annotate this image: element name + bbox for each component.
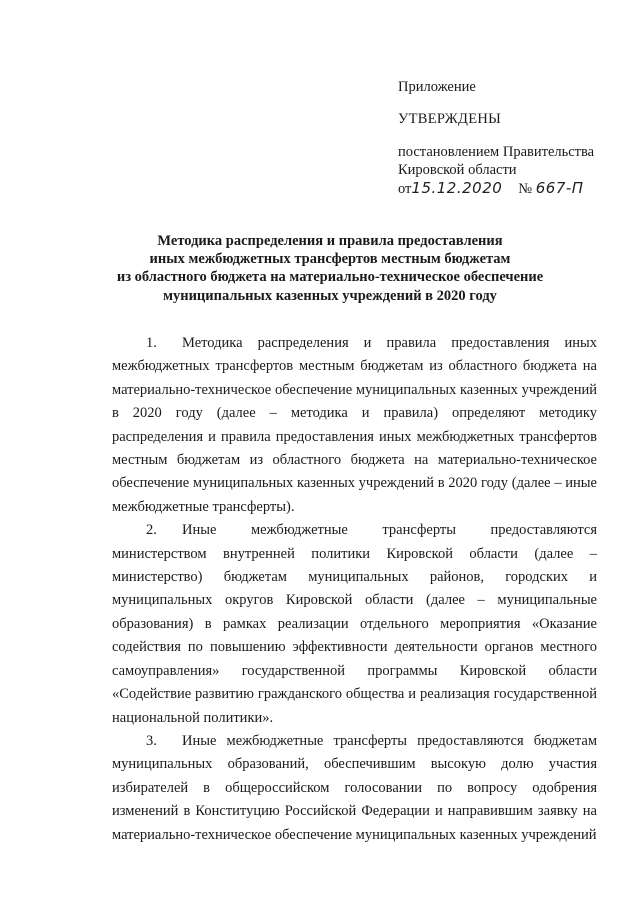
title-line-3: из областного бюджета на материально-техническое обеспечение [116,269,544,286]
annex-label: Приложение [398,79,476,95]
paragraph-1 [112,332,597,519]
document-title [100,232,560,305]
title-line-2: иных межбюджетных трансфертов местным бюджетам [149,251,511,268]
title-line-1: Методика распределения и правила предоставления [157,233,503,249]
paragraph-number: 1. [146,335,157,351]
paragraph-text: Методика распределения и правила предоставления иных межбюджетных трансфертов местным бюджетам из областного бюджета на материально-техническое обеспечение муниципальных казенных учреждений в 2020 году (далее – методика и правила) определяют методику распределения и правила предоставления иных межбюджетных трансфертов местным бюджетам из областного бюджета на материально-техническое обеспечение муниципальных казенных учреждений в 2020 году (далее – иные межбюджетные трансферты). [112,335,597,515]
number-prefix: № [518,181,533,197]
paragraph-number: 3. [146,732,157,749]
decree-line-2: Кировской области [398,162,517,178]
approval-block [398,78,628,198]
decree-line-1: постановлением Правительства [398,144,595,160]
paragraph-number: 2. [146,522,157,539]
decree-date-line [398,179,628,198]
paragraph-text: Иные межбюджетные трансферты предоставляются бюджетам муниципальных образований, обеспечившим высокую долю участия избирателей в общероссийском голосовании по вопросу одобрения изменений в Конституцию Российской Федерации и направившим заявку на материально-техническое обеспечение муниципальных казенных учреждений [112,732,597,843]
paragraph-2 [112,519,597,730]
handwritten-date: 15.12.2020 [411,179,503,197]
title-line-4: муниципальных казенных учреждений в 2020 году [163,287,497,304]
date-prefix: от [398,181,412,197]
handwritten-number: 667-П [535,179,584,197]
paragraph-text: Иные межбюджетные трансферты предоставляются министерством внутренней политики Кировской области (далее – министерство) бюджетам муниципальных районов, городских и муниципальных округов Кировской области (далее – муниципальные образования) в рамках реализации отдельного мероприятия «Оказание содействия по повышению эффективности деятельности органов местного самоуправления» государственной программы Кировской области «Содействие развитию гражданского общества и реализация государственной национальной политики». [112,522,597,726]
document-body [112,332,597,847]
paragraph-3 [112,730,597,847]
approved-label: УТВЕРЖДЕНЫ [398,111,502,127]
